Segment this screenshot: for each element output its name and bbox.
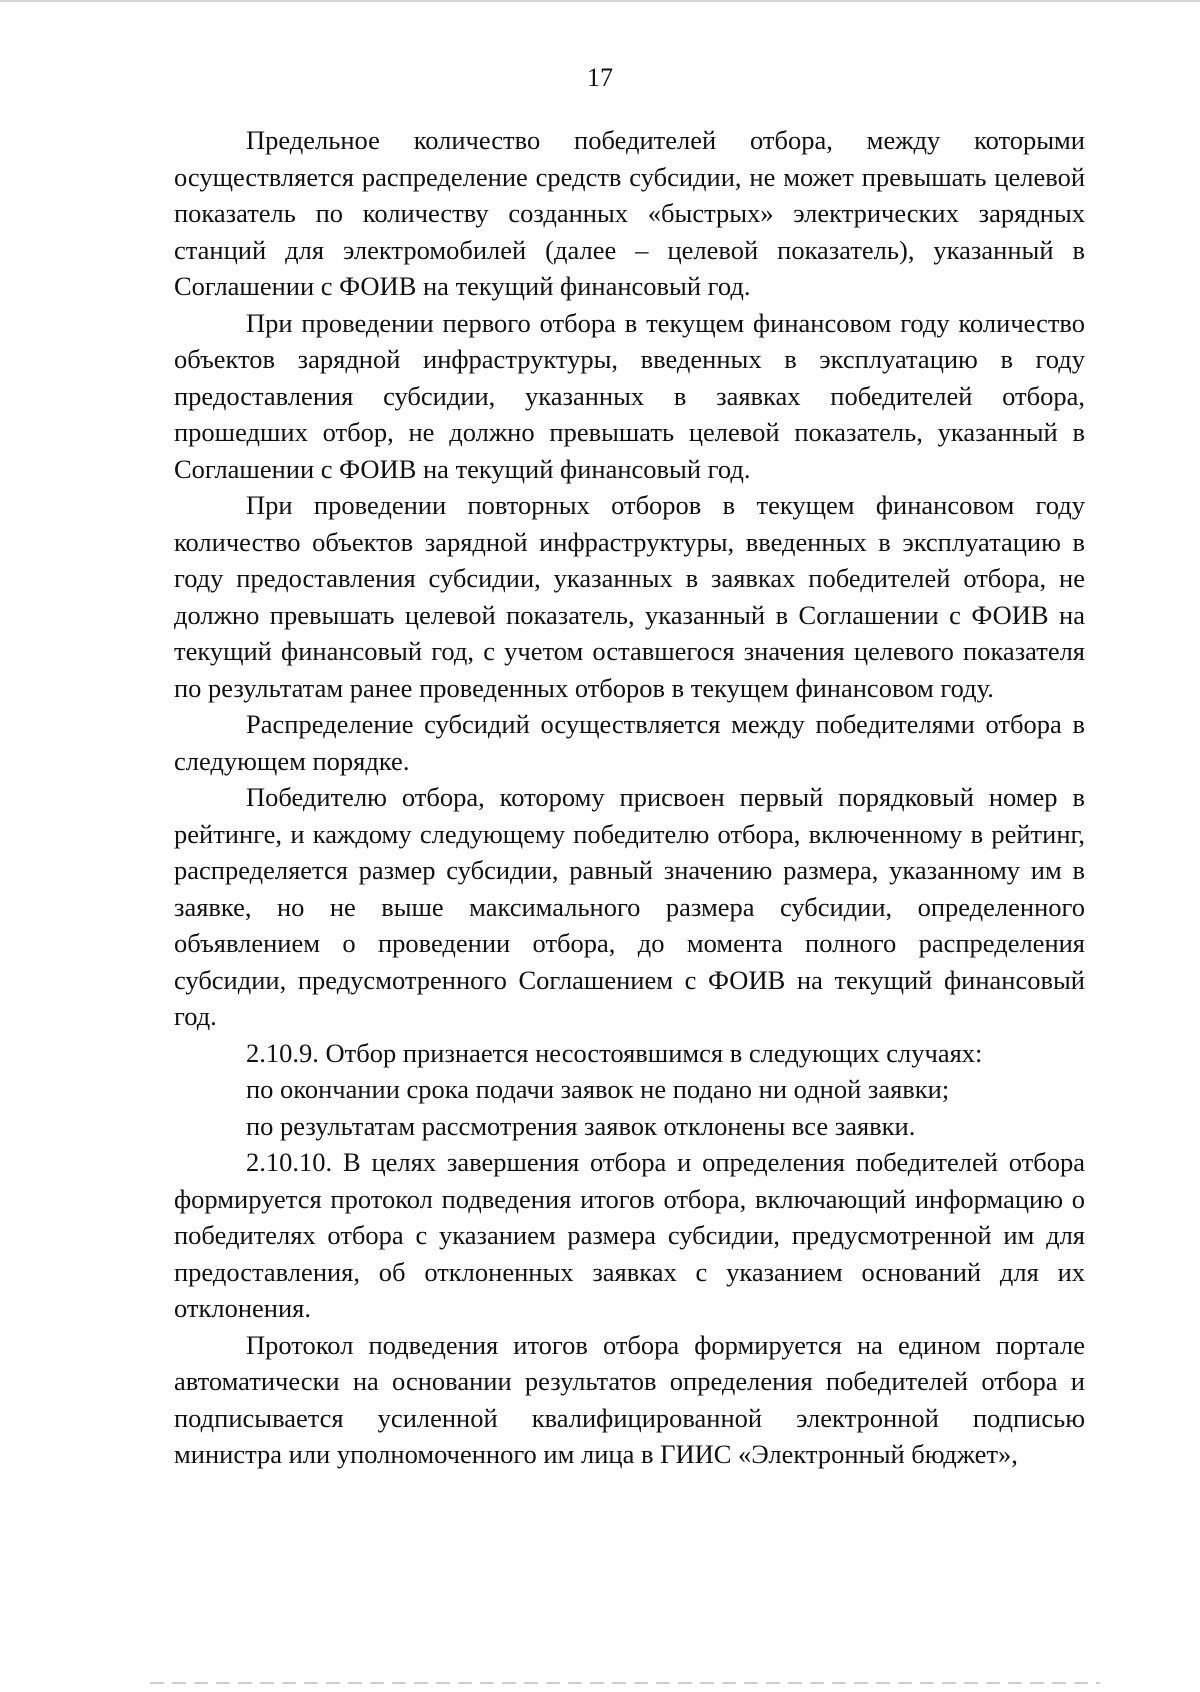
paragraph-repeat-selection: При проведении повторных отборов в текущем финансовом году количество объектов зарядной инфраструктуры, введенных в эксплуатацию в году предоставления субсидии, указанных в заявках победителей отбора, не должно превышать целевой показатель, указанный в Соглашении с ФОИВ на текущий финансовый год, с учетом оставшегося значения целевого показателя по результатам ранее проведенных отборов в текущем финансовом году.	[174, 490, 1085, 703]
scan-bottom-edge	[150, 1682, 1100, 1684]
paragraph-winners-limit: Предельное количество победителей отбора, между которыми осуществляется распределение средств субсидии, не может превышать целевой показатель по количеству созданных «быстрых» электрических зарядных станций для электромобилей (далее – целевой показатель), указанный в Соглашении с ФОИВ на текущий финансовый год.	[174, 125, 1085, 301]
page-number: 17	[587, 63, 613, 92]
paragraph-first-winner: Победителю отбора, которому присвоен первый порядковый номер в рейтинге, и каждому следующему победителю отбора, включенному в рейтинг, распределяется размер субсидии, равный значению размера, указанному им в заявке, но не выше максимального размера субсидии, определенного объявлением о проведении отбора, до момента полного распределения субсидии, предусмотренного Соглашением с ФОИВ на текущий финансовый год.	[174, 782, 1085, 1031]
paragraph-no-applications: по окончании срока подачи заявок не подано ни одной заявки;	[246, 1074, 950, 1104]
document-body	[174, 122, 1085, 1473]
paragraph-distribution-order: Распределение субсидий осуществляется между победителями отбора в следующем порядке.	[174, 709, 1085, 776]
paragraph-all-rejected: по результатам рассмотрения заявок отклонены все заявки.	[246, 1110, 916, 1141]
paragraph-clause-2-10-9: 2.10.9. Отбор признается несостоявшимся в следующих случаях:	[246, 1037, 983, 1068]
paragraph-clause-2-10-10: 2.10.10. В целях завершения отбора и определения победителей отбора формируется протокол подведения итогов отбора, включающий информацию о победителях отбора с указанием размера субсидии, предусмотренной им для предоставления, об отклоненных заявках с указанием оснований для их отклонения.	[174, 1147, 1085, 1323]
paragraph-protocol: Протокол подведения итогов отбора формируется на едином портале автоматически на основании результатов определения победителей отбора и подписывается усиленной квалифицированной электронной подписью министра или уполномоченного им лица в ГИИС «Электронный бюджет»,	[174, 1329, 1085, 1469]
scan-top-edge	[0, 0, 1200, 2]
paragraph-first-selection: При проведении первого отбора в текущем финансовом году количество объектов зарядной инфраструктуры, введенных в эксплуатацию в году предоставления субсидии, указанных в заявках победителей отбора, прошедших отбор, не должно превышать целевой показатель, указанный в Соглашении с ФОИВ на текущий финансовый год.	[174, 307, 1085, 484]
